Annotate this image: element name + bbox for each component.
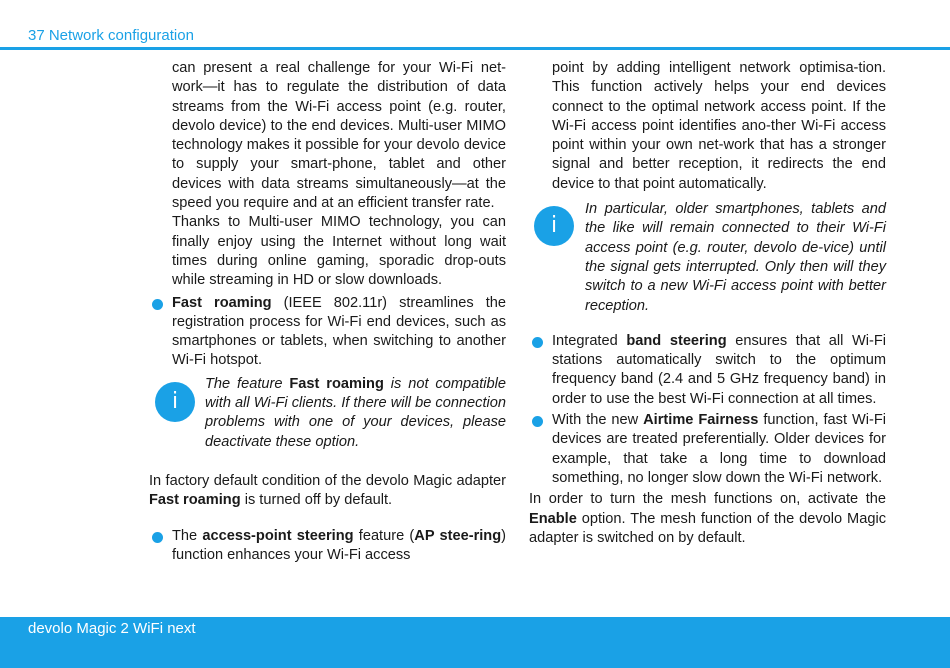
bullet-dot-icon xyxy=(152,299,163,310)
bullet-band-steering xyxy=(552,332,886,409)
info-note-older-devices xyxy=(550,200,886,316)
steering-text-pre: The xyxy=(172,527,203,544)
paragraph-mimo-intro: can present a real challenge for your Wi-Fi net-work—it has to regulate the distribution of data streams from the Wi-Fi access point (e.g. router, devolo device) to the end devices. Multi-user MIMO technology makes it possible for your devolo device to supply your smart-phone, tablet and other devices with data streams simultaneously—at the speed you require and at an efficient transfer rate. xyxy=(172,60,506,212)
band-text-pre: Integrated xyxy=(552,332,627,349)
factory-text-bold: Fast roaming xyxy=(149,492,241,509)
band-text-post: ensures that all Wi-Fi stations automatically switch to the optimum frequency band (2.4 and 5 GHz frequency band) in order to use the best Wi-Fi connection at all times. xyxy=(552,332,887,407)
mesh-text-post: option. The mesh function of the devolo Magic adapter is switched on by default. xyxy=(529,510,886,546)
page-title: 37 Network configuration xyxy=(28,27,194,44)
airtime-text-pre: With the new xyxy=(552,412,644,429)
left-column xyxy=(149,59,506,565)
factory-text-post: is turned off by default. xyxy=(240,492,393,509)
factory-text-pre: In factory default condition of the devolo Magic adapter xyxy=(149,472,506,489)
bullet-ap-steering xyxy=(172,527,506,566)
bullet-dot-icon xyxy=(532,416,543,427)
paragraph-mimo-benefit: Thanks to Multi-user MIMO technology, you can finally enjoy using the Internet without long wait times during online gaming, sporadic drop-outs while streaming in HD or slow downloads. xyxy=(172,214,506,289)
steering-text-post: ) function enhances your Wi-Fi access xyxy=(172,527,507,563)
paragraph-mesh-enable xyxy=(529,490,886,548)
mesh-text-bold: Enable xyxy=(529,510,577,527)
paragraph-ap-steering-cont: point by adding intelligent network optimisa-tion. This function actively helps your end devices connect to the optimal network access point. If the Wi-Fi access point identifies ano-ther Wi-Fi access point within your own net-work that has a stronger signal and better reception, it redirects the end device to that point automatically. xyxy=(552,60,886,192)
note-text-post: is not compatible with all Wi-Fi clients. If there will be connection problems with one of your devices, please deactivate these option. xyxy=(205,375,506,450)
header-divider xyxy=(0,47,950,50)
mesh-text-pre: In order to turn the mesh functions on, activate the xyxy=(529,491,886,508)
info-note-fast-roaming xyxy=(171,375,506,452)
note-older-devices-text: In particular, older smartphones, tablets and the like will remain connected to their Wi-Fi access point (e.g. router, devolo de-vice) until the signal gets interrupted. Only then will they switch to a new Wi-Fi access point with better reception. xyxy=(585,201,886,314)
right-column xyxy=(529,59,886,548)
paragraph-factory-default xyxy=(149,472,506,511)
note-text-bold: Fast roaming xyxy=(289,375,384,392)
steering-text-mid: feature ( xyxy=(353,527,415,544)
airtime-text-post: function, fast Wi-Fi devices are treated preferentially. Older devices for example, that take a long time to download something, no longer slow down the Wi-Fi network. xyxy=(552,412,886,486)
page-header xyxy=(0,0,950,50)
bullet-dot-icon xyxy=(532,337,543,348)
info-icon: i xyxy=(534,206,574,246)
airtime-text-bold: Airtime Fairness xyxy=(643,412,759,429)
page-footer xyxy=(0,617,950,668)
steering-text-bold1: access-point steering xyxy=(202,527,354,544)
info-icon: i xyxy=(155,382,195,422)
bullet-dot-icon xyxy=(152,532,163,543)
footer-title: devolo Magic 2 WiFi next xyxy=(28,620,196,637)
bullet-airtime-fairness xyxy=(552,411,886,488)
fast-roaming-text: (IEEE 802.11r) streamlines the registration process for Wi-Fi end devices, such as smartphones or tablets, when switching to another Wi-Fi hotspot. xyxy=(172,294,506,369)
band-text-bold: band steering xyxy=(626,332,727,349)
steering-text-bold2: AP stee-ring xyxy=(414,527,502,544)
fast-roaming-label: Fast roaming xyxy=(172,294,272,311)
note-text-pre: The feature xyxy=(205,375,290,392)
bullet-fast-roaming xyxy=(172,294,506,371)
